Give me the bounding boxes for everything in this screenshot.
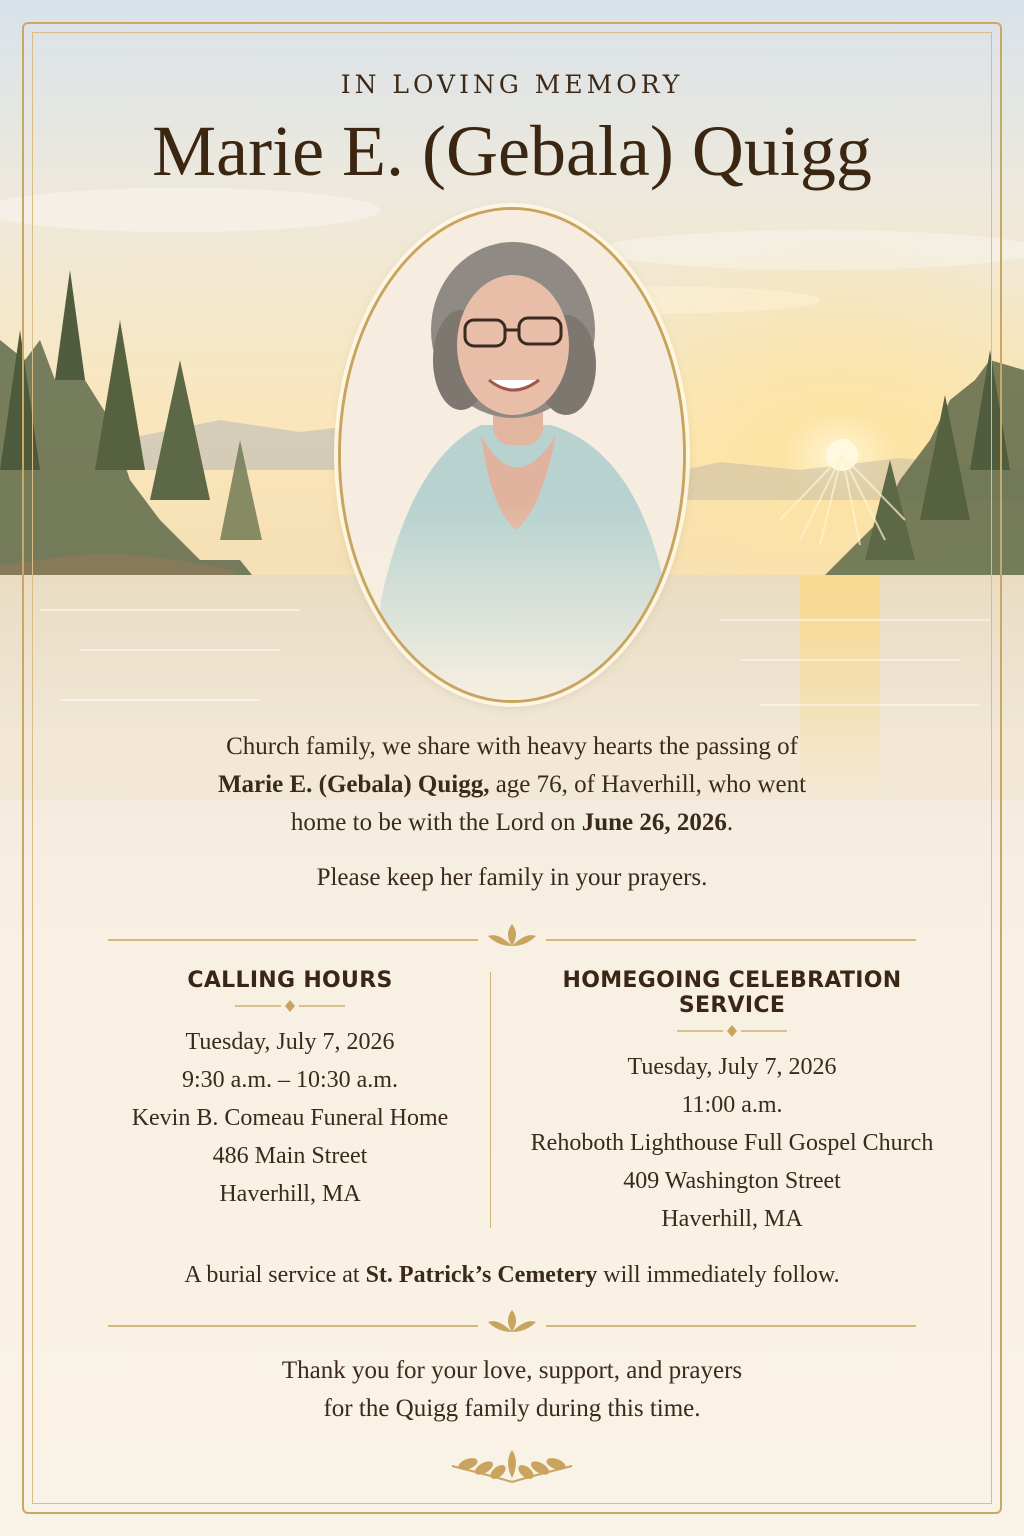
calling-hours-date: Tuesday, July 7, 2026 [185, 1029, 395, 1055]
calling-hours-street: 486 Main Street [212, 1143, 368, 1169]
announcement-name-bold: Marie E. (Gebala) Quigg, [217, 771, 490, 798]
calling-hours-venue: Kevin B. Comeau Funeral Home [131, 1105, 449, 1131]
calling-hours-section [110, 968, 470, 1213]
burial-notice [0, 1262, 1024, 1289]
closing-thanks [0, 1352, 1024, 1428]
ornamental-divider [108, 1304, 916, 1344]
burial-text-end: will immediately follow. [597, 1262, 840, 1288]
closing-line-2: for the Quigg family during this time. [323, 1395, 701, 1422]
service-time: 11:00 a.m. [681, 1092, 783, 1118]
announcement-line-1: Church family, we share with heavy hearts the passing of [226, 733, 798, 760]
service-street: 409 Washington Street [623, 1168, 841, 1194]
calling-hours-time: 9:30 a.m. – 10:30 a.m. [182, 1067, 398, 1093]
ornamental-divider [108, 918, 916, 958]
service-venue: Rehoboth Lighthouse Full Gospel Church [530, 1130, 934, 1156]
service-date: Tuesday, July 7, 2026 [627, 1054, 837, 1080]
service-title: HOMEGOING CELEBRATION SERVICE [562, 968, 902, 1018]
service-city: Haverhill, MA [661, 1206, 803, 1232]
deceased-name-title: Marie E. (Gebala) Quigg [152, 111, 872, 191]
laurel-ornament-icon [432, 1438, 592, 1488]
small-ornament [235, 999, 345, 1013]
burial-text-start: A burial service at [184, 1262, 366, 1288]
column-separator [490, 972, 491, 1228]
portrait-photo [338, 207, 686, 703]
closing-line-1: Thank you for your love, support, and prayers [281, 1357, 743, 1384]
prayers-request: Please keep her family in your prayers. [316, 864, 708, 891]
cemetery-name-bold: St. Patrick’s Cemetery [365, 1262, 598, 1288]
calling-hours-city: Haverhill, MA [219, 1181, 361, 1207]
announcement-text [130, 728, 894, 842]
calling-hours-title: CALLING HOURS [187, 968, 393, 993]
portrait-illustration [341, 210, 683, 700]
announcement-period: . [726, 809, 734, 836]
small-ornament [677, 1024, 787, 1038]
announcement-line-3: home to be with the Lord on [290, 809, 582, 836]
in-loving-memory-heading: IN LOVING MEMORY [340, 70, 684, 99]
announcement-line-2: age 76, of Haverhill, who went [489, 771, 807, 798]
homegoing-service-section [512, 968, 952, 1238]
passing-date-bold: June 26, 2026 [581, 809, 727, 836]
